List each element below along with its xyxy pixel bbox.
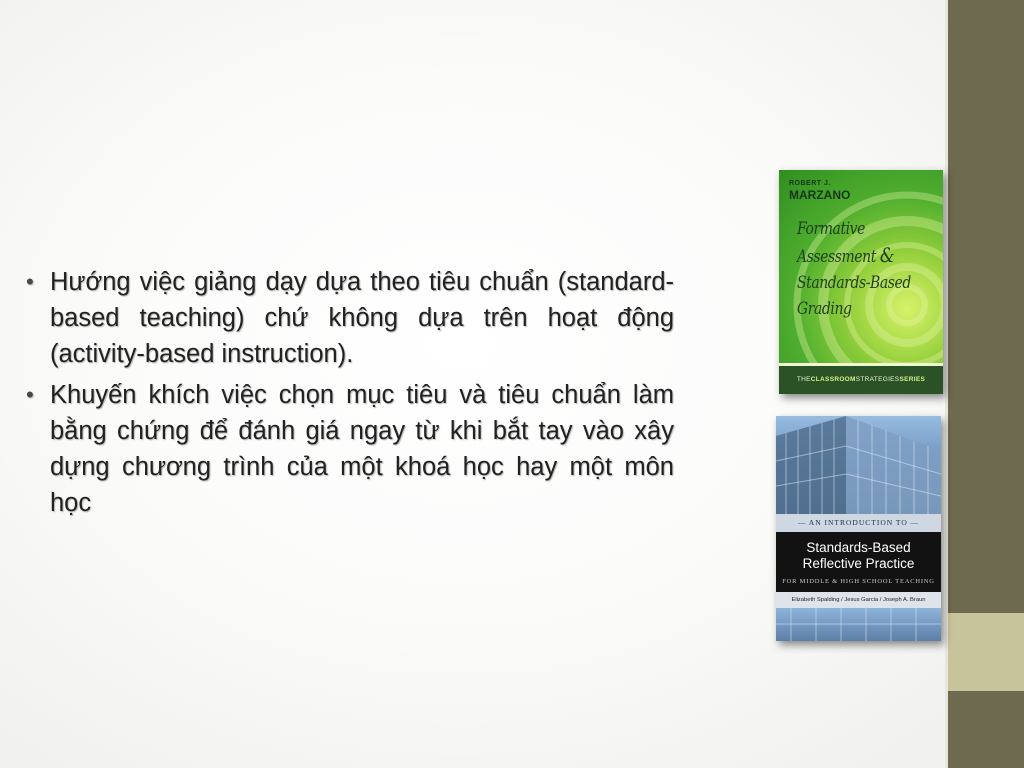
book2-title-block bbox=[776, 532, 941, 592]
building-facade-graphic bbox=[776, 416, 941, 514]
book2-subtitle: FOR MIDDLE & HIGH SCHOOL TEACHING bbox=[782, 578, 935, 585]
slide-content bbox=[26, 264, 674, 526]
book1-title-line: Grading bbox=[797, 299, 852, 319]
book2-building-photo-bottom bbox=[776, 608, 941, 641]
book1-author: MARZANO bbox=[789, 188, 851, 202]
book1-title-ampersand: & bbox=[879, 243, 895, 267]
book-cover-reflective-practice bbox=[776, 416, 941, 641]
series-suffix: STRATEGIES bbox=[855, 376, 900, 383]
bullet-text: Khuyến khích việc chọn mục tiêu và tiêu chuẩn làm bằng chứng để đánh giá ngay từ khi bắt tay vào xây dựng chương trình của một khoá học hay một môn học bbox=[50, 381, 674, 517]
book2-authors: Elizabeth Spalding / Jesus Garcia / Joseph A. Braun bbox=[776, 592, 941, 608]
bullet-glyph: • bbox=[26, 382, 34, 407]
series-brand: CLASSROOM bbox=[810, 376, 856, 383]
book2-title-line: Reflective Practice bbox=[802, 556, 915, 571]
book1-title-line: Standards-Based bbox=[797, 273, 911, 293]
series-word: SERIES bbox=[899, 376, 926, 383]
bullet-glyph: • bbox=[26, 269, 34, 294]
bullet-list bbox=[26, 264, 674, 521]
bullet-text: Hướng việc giảng dạy dựa theo tiêu chuẩn (standard-based teaching) chứ không dựa trên hoạt động (activity-based instruction). bbox=[50, 268, 674, 368]
book1-title-line bbox=[797, 242, 912, 270]
book1-title-word: Assessment bbox=[797, 247, 876, 267]
book-cover-formative-assessment bbox=[779, 170, 943, 394]
building-facade-graphic bbox=[776, 608, 941, 641]
book1-series-band bbox=[779, 366, 943, 394]
book1-title-line: Formative bbox=[797, 219, 865, 239]
book2-intro-band: — AN INTRODUCTION TO — bbox=[776, 514, 941, 532]
book2-title-line: Standards-Based bbox=[806, 540, 911, 555]
book2-building-photo bbox=[776, 416, 941, 514]
series-prefix: THE bbox=[796, 376, 811, 383]
bullet-item bbox=[26, 264, 674, 372]
book1-title bbox=[797, 216, 912, 322]
sidebar-accent-block bbox=[948, 613, 1024, 691]
book1-author-prefix: ROBERT J. bbox=[789, 180, 831, 187]
bullet-item bbox=[26, 377, 674, 521]
